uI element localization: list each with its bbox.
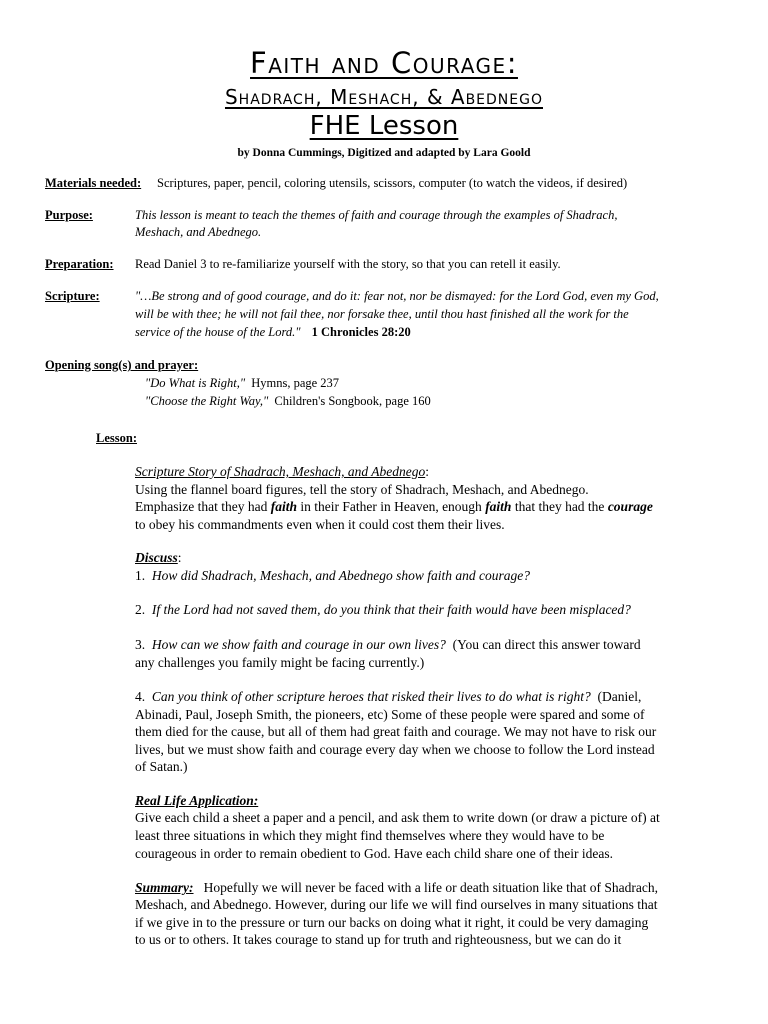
question-3 (135, 636, 641, 654)
summary-line4: to us or to others. It takes courage to stand up for truth and righteousness, but we can do it (135, 932, 622, 947)
q2-text: If the Lord had not saved them, do you think that their faith would have been misplaced? (151, 602, 631, 617)
opening-song2 (145, 392, 431, 410)
story-heading-line: Scripture Story of Shadrach, Meshach, and Abednego: (135, 464, 429, 479)
question-2 (135, 601, 631, 619)
document-title: Faith and Courage: (250, 46, 518, 80)
preparation-text: Read Daniel 3 to re-familiarize yourself with the story, so that you can retell it easily. (135, 257, 561, 271)
q3-text: How can we show faith and courage in our own lives? (151, 637, 446, 652)
q2-number: 2. (135, 602, 146, 617)
story-line3: to obey his commandments even when it could cost them their lives. (135, 517, 505, 532)
real-life-heading: Real Life Application: (135, 793, 259, 808)
song1-source: Hymns, page 237 (251, 376, 340, 390)
question-4-line4: lives, but we must show faith and courage every day when we choose to follow the Lord instead (135, 742, 655, 757)
real-life-line3: courageous in order to remain obedient to God. Have each child share one of their ideas. (135, 846, 613, 861)
story-line2 (135, 498, 653, 516)
song2-source: Children's Songbook, page 160 (274, 394, 431, 408)
scripture-line1: "…Be strong and of good courage, and do it: fear not, nor be dismayed: for the Lord God, even my God, (135, 289, 659, 303)
real-life-line2: least three situations in which they might find themselves where they would have to be (135, 828, 605, 843)
lesson-label: Lesson: (96, 431, 137, 445)
story-line2-a: Emphasize that they had (135, 499, 268, 514)
summary-line2: Meshach, and Abednego. However, during our life we will find ourselves in many situations that (135, 897, 658, 912)
summary-line1-text: Hopefully we will never be faced with a life or death situation like that of Shadrach, (203, 880, 658, 895)
q3-number: 3. (135, 637, 146, 652)
lesson-heading: FHE Lesson (309, 111, 459, 141)
real-life-line1: Give each child a sheet a paper and a pencil, and ask them to write down (or draw a picture of) at (135, 810, 660, 825)
preparation-label: Preparation: (45, 257, 114, 271)
opening-label: Opening song(s) and prayer: (45, 358, 199, 372)
summary-heading: Summary: (135, 880, 194, 895)
q4-note: (Daniel, (597, 689, 642, 704)
purpose-text-line2: Meshach, and Abednego. (135, 225, 262, 239)
question-4-line5: of Satan.) (135, 759, 188, 774)
question-3-line2: any challenges you family might be facing currently.) (135, 655, 425, 670)
story-heading: Scripture Story of Shadrach, Meshach, and Abednego (135, 464, 426, 479)
question-4-line2: Abinadi, Paul, Joseph Smith, the pioneers, etc) Some of these people were spared and some of (135, 707, 645, 722)
q4-text: Can you think of other scripture heroes that risked their lives to do what is right? (151, 689, 591, 704)
discuss-heading-line: Discuss: (135, 550, 182, 565)
scripture-reference: 1 Chronicles 28:20 (311, 325, 411, 339)
story-faith-2: faith (485, 499, 512, 514)
song1-title: "Do What is Right," (145, 376, 246, 390)
discuss-heading: Discuss (135, 550, 178, 565)
purpose-label: Purpose: (45, 208, 93, 222)
materials-text: Scriptures, paper, pencil, coloring utensils, scissors, computer (to watch the videos, if desired) (157, 176, 628, 190)
materials-label: Materials needed: (45, 176, 142, 190)
song2-title: "Choose the Right Way," (145, 394, 269, 408)
question-4-line3: them died for the cause, but all of them had great faith and courage. We may not have to risk our (135, 724, 657, 739)
q1-text: How did Shadrach, Meshach, and Abednego show faith and courage? (151, 568, 530, 583)
story-line1: Using the flannel board figures, tell the story of Shadrach, Meshach, and Abednego. (135, 482, 589, 497)
summary-line1 (135, 879, 658, 897)
story-line2-b: in their Father in Heaven, enough (300, 499, 482, 514)
question-4 (135, 688, 641, 706)
document-subtitle: Shadrach, Meshach, & Abednego (224, 85, 543, 109)
opening-song1 (145, 374, 339, 392)
summary-line3: if we give in to the pressure or turn our backs on doing what it right, it could be very damaging (135, 915, 649, 930)
scripture-line3 (135, 323, 411, 341)
story-faith-1: faith (270, 499, 297, 514)
q3-note: (You can direct this answer toward (452, 637, 641, 652)
real-life-heading-line (135, 792, 258, 810)
question-1 (135, 567, 530, 585)
story-line2-c: that they had the (514, 499, 605, 514)
scripture-line2: will be with thee; he will not fail thee, nor forsake thee, until thou hast finished all the work for the (135, 307, 629, 321)
purpose-text-line1: This lesson is meant to teach the themes of faith and courage through the examples of Shadrach, (135, 208, 618, 222)
story-courage: courage (607, 499, 653, 514)
q4-number: 4. (135, 689, 146, 704)
byline: by Donna Cummings, Digitized and adapted by Lara Goold (237, 147, 531, 159)
scripture-label: Scripture: (45, 289, 100, 303)
scripture-line3-text: service of the house of the Lord." (135, 325, 301, 339)
q1-number: 1. (135, 568, 146, 583)
